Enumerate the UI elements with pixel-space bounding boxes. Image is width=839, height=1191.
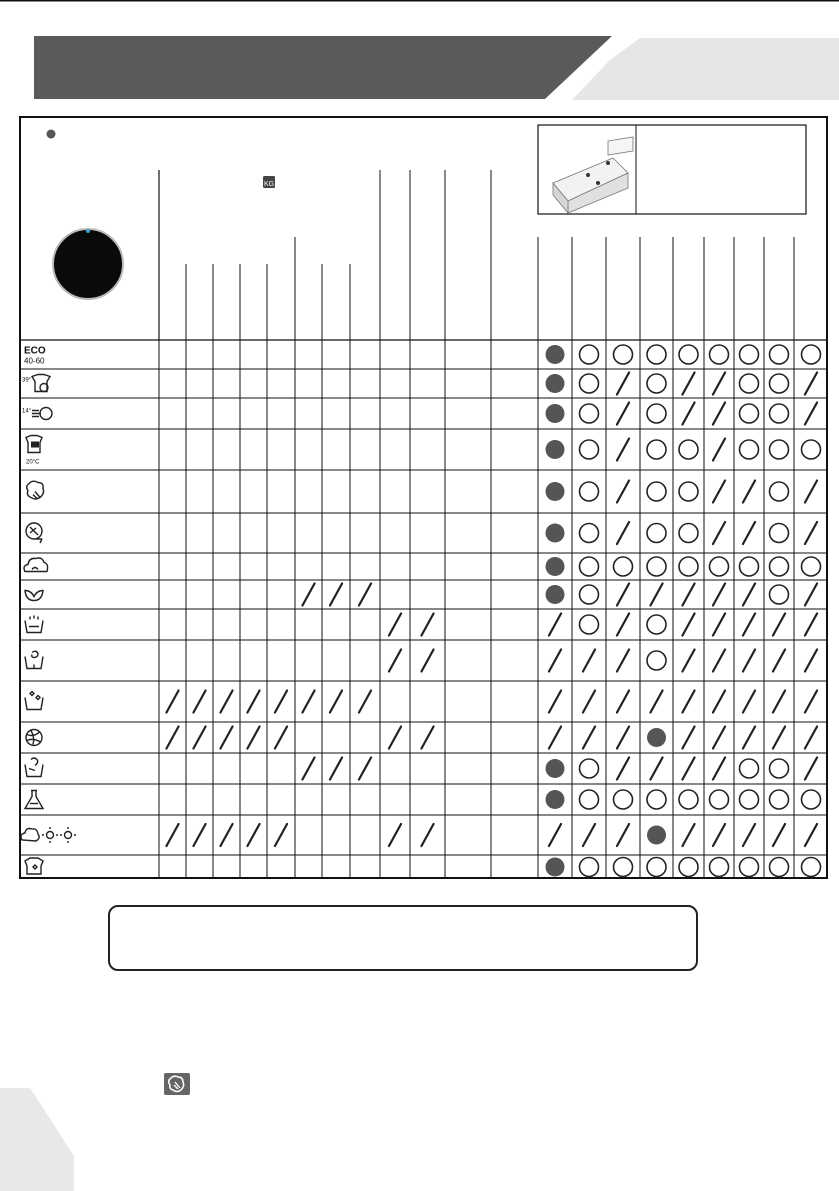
cell-slash-mark <box>805 758 817 780</box>
cell-circle-mark <box>710 790 729 809</box>
cell-slash-mark <box>713 727 725 749</box>
cell-circle-mark <box>580 585 599 604</box>
cell-circle-mark <box>802 345 821 364</box>
header-banner <box>0 0 839 110</box>
cell-slash-mark <box>617 439 629 461</box>
cell-slash-mark <box>743 584 755 606</box>
cell-slash-mark <box>805 584 817 606</box>
cell-slash-mark <box>421 614 433 636</box>
wool-ball-icon <box>26 730 42 746</box>
rinse-icon <box>25 616 43 633</box>
steam-sun-icon-part <box>47 832 54 839</box>
quick-14-icon <box>22 408 52 420</box>
programme-table <box>19 116 828 879</box>
cell-slash-mark <box>713 691 725 713</box>
cell-slash-mark <box>713 403 725 425</box>
cell-slash-mark <box>743 691 755 713</box>
cell-slash-mark <box>166 727 178 749</box>
cell-circle-mark <box>679 790 698 809</box>
cell-circle-mark <box>614 345 633 364</box>
cell-circle-mark <box>770 557 789 576</box>
cell-slash-mark <box>583 824 595 846</box>
cell-slash-mark <box>359 691 371 713</box>
cell-circle-mark <box>647 524 666 543</box>
cell-circle-mark <box>647 790 666 809</box>
cell-slash-mark <box>682 373 694 395</box>
cell-circle-mark <box>770 524 789 543</box>
cell-slash-mark <box>275 824 287 846</box>
cell-circle-mark <box>710 557 729 576</box>
cell-circle-mark <box>647 374 666 393</box>
cell-slash-mark <box>650 584 662 606</box>
cell-circle-mark <box>710 858 729 877</box>
cell-circle-mark <box>770 759 789 778</box>
cell-circle-mark <box>770 345 789 364</box>
eco-40-60-icon-part: ECO <box>24 345 46 357</box>
cell-slash-mark <box>713 758 725 780</box>
cell-slash-mark <box>617 758 629 780</box>
drawer-part <box>606 161 610 165</box>
cell-slash-mark <box>743 824 755 846</box>
cell-slash-mark <box>330 584 342 606</box>
cell-slash-mark <box>682 403 694 425</box>
synthetic-icon <box>26 523 42 543</box>
refresh-icon <box>25 858 43 874</box>
cell-slash-mark <box>805 403 817 425</box>
cell-filled-dot-mark <box>546 524 565 543</box>
cell-slash-mark <box>549 727 561 749</box>
steam-sun-icon <box>21 827 76 843</box>
quick-14-icon-part <box>40 408 52 420</box>
cell-slash-mark <box>650 758 662 780</box>
cell-slash-mark <box>583 727 595 749</box>
cell-slash-mark <box>549 650 561 672</box>
spin-drain-icon <box>25 651 43 668</box>
cell-slash-mark <box>713 481 725 503</box>
cell-slash-mark <box>193 824 205 846</box>
knob-indicator <box>86 229 90 233</box>
cell-slash-mark <box>330 758 342 780</box>
cell-circle-mark <box>770 790 789 809</box>
quick-14-icon-part: 14° <box>22 408 32 415</box>
rinse-icon-part <box>29 616 39 627</box>
wool-cloud-icon-part <box>32 568 38 570</box>
cotton-39-quick-icon-part: 39° <box>22 377 32 384</box>
cell-slash-mark <box>617 522 629 544</box>
cell-slash-mark <box>193 691 205 713</box>
cell-circle-mark <box>647 440 666 459</box>
cell-slash-mark <box>713 584 725 606</box>
steam-sun-icon-part <box>65 832 72 839</box>
cell-circle-mark <box>710 345 729 364</box>
cell-slash-mark <box>617 727 629 749</box>
cell-slash-mark <box>713 522 725 544</box>
cell-slash-mark <box>743 727 755 749</box>
cell-circle-mark <box>580 345 599 364</box>
cell-circle-mark <box>580 759 599 778</box>
cell-slash-mark <box>617 650 629 672</box>
cell-slash-mark <box>773 650 785 672</box>
cell-circle-mark <box>770 858 789 877</box>
cell-slash-mark <box>805 481 817 503</box>
cell-slash-mark <box>302 584 314 606</box>
drawer-part <box>596 181 600 185</box>
cell-slash-mark <box>549 614 561 636</box>
cell-slash-mark <box>275 691 287 713</box>
program-knob <box>53 229 123 299</box>
cell-circle-mark <box>740 374 759 393</box>
steam-sun-icon-part <box>60 827 76 843</box>
cell-circle-mark <box>614 858 633 877</box>
cell-slash-mark <box>713 824 725 846</box>
cell-circle-mark <box>740 404 759 423</box>
cell-slash-mark <box>549 824 561 846</box>
cell-slash-mark <box>805 614 817 636</box>
cell-slash-mark <box>220 824 232 846</box>
cell-filled-dot-mark <box>647 728 666 747</box>
cell-circle-mark <box>679 524 698 543</box>
cell-slash-mark <box>682 614 694 636</box>
note-text <box>110 907 696 935</box>
cell-circle-mark <box>580 404 599 423</box>
cell-circle-mark <box>740 790 759 809</box>
cell-filled-dot-mark <box>546 759 565 778</box>
cell-circle-mark <box>770 374 789 393</box>
cell-filled-dot-mark <box>546 440 565 459</box>
cell-circle-mark <box>802 557 821 576</box>
cell-slash-mark <box>617 824 629 846</box>
cell-circle-mark <box>580 440 599 459</box>
wool-cloud-icon <box>24 558 48 572</box>
eco-40-60-icon-part: 40-60 <box>24 356 45 366</box>
cell-circle-mark <box>647 482 666 501</box>
allergy-care-icon-part <box>25 791 43 809</box>
cell-slash-mark <box>682 650 694 672</box>
cell-circle-mark <box>647 615 666 634</box>
cell-circle-mark <box>740 557 759 576</box>
cell-slash-mark <box>220 691 232 713</box>
cell-slash-mark <box>389 614 401 636</box>
cell-filled-dot-mark <box>546 345 565 364</box>
cell-filled-dot-mark <box>647 826 666 845</box>
cell-slash-mark <box>682 691 694 713</box>
shirt-20c-icon <box>26 436 42 466</box>
cell-slash-mark <box>275 727 287 749</box>
cell-slash-mark <box>805 373 817 395</box>
cell-slash-mark <box>650 691 662 713</box>
steam-sun-icon-part <box>21 829 39 842</box>
cell-slash-mark <box>805 727 817 749</box>
hand-wash-icon-part <box>29 758 38 771</box>
cell-slash-mark <box>330 691 342 713</box>
cell-circle-mark <box>679 557 698 576</box>
cell-slash-mark <box>166 824 178 846</box>
cell-slash-mark <box>220 727 232 749</box>
cell-filled-dot-mark <box>546 858 565 877</box>
note-box <box>108 905 698 971</box>
mixed-icon <box>27 481 44 499</box>
cell-slash-mark <box>617 691 629 713</box>
legend-dot <box>47 130 56 139</box>
cell-slash-mark <box>713 614 725 636</box>
cell-slash-mark <box>743 481 755 503</box>
cell-circle-mark <box>802 790 821 809</box>
cell-circle-mark <box>580 557 599 576</box>
cell-slash-mark <box>617 373 629 395</box>
cell-filled-dot-mark <box>546 557 565 576</box>
cell-circle-mark <box>770 440 789 459</box>
cell-circle-mark <box>580 858 599 877</box>
cell-circle-mark <box>580 790 599 809</box>
shirt-20c-icon-part <box>31 442 39 448</box>
wool-cloud-icon-part <box>24 558 48 572</box>
cell-circle-mark <box>614 790 633 809</box>
cell-slash-mark <box>617 481 629 503</box>
cell-slash-mark <box>421 727 433 749</box>
cell-slash-mark <box>359 758 371 780</box>
cell-filled-dot-mark <box>546 585 565 604</box>
cell-circle-mark <box>647 345 666 364</box>
cell-slash-mark <box>359 584 371 606</box>
cell-circle-mark <box>580 374 599 393</box>
cell-slash-mark <box>247 691 259 713</box>
cell-slash-mark <box>193 727 205 749</box>
cell-slash-mark <box>389 727 401 749</box>
table-frame <box>20 117 827 878</box>
cell-slash-mark <box>247 824 259 846</box>
cell-slash-mark <box>583 691 595 713</box>
cell-slash-mark <box>682 584 694 606</box>
cell-circle-mark <box>770 404 789 423</box>
cell-circle-mark <box>647 557 666 576</box>
cell-slash-mark <box>549 691 561 713</box>
cell-circle-mark <box>770 585 789 604</box>
cell-slash-mark <box>773 614 785 636</box>
cell-circle-mark <box>580 524 599 543</box>
delicates-butterfly-icon <box>25 591 43 601</box>
banner-dark-shape <box>34 36 612 99</box>
eco-40-60-icon <box>24 346 46 366</box>
cell-filled-dot-mark <box>546 404 565 423</box>
cell-circle-mark <box>647 404 666 423</box>
cell-filled-dot-mark <box>546 482 565 501</box>
cell-slash-mark <box>805 522 817 544</box>
cell-slash-mark <box>713 650 725 672</box>
mixed-inline-icon <box>164 1073 190 1095</box>
cotton-39-quick-icon <box>22 375 50 392</box>
weight-kg-icon-label: KG <box>263 181 275 188</box>
cell-circle-mark <box>679 482 698 501</box>
cell-circle-mark <box>679 345 698 364</box>
cell-circle-mark <box>614 557 633 576</box>
cell-slash-mark <box>166 691 178 713</box>
shirt-20c-icon-part: 20°C <box>26 459 40 466</box>
cell-slash-mark <box>682 758 694 780</box>
cell-slash-mark <box>773 691 785 713</box>
cell-circle-mark <box>740 858 759 877</box>
cell-slash-mark <box>682 727 694 749</box>
cell-slash-mark <box>617 403 629 425</box>
cell-slash-mark <box>743 614 755 636</box>
cell-circle-mark <box>740 759 759 778</box>
cell-slash-mark <box>773 824 785 846</box>
cell-slash-mark <box>421 824 433 846</box>
cell-slash-mark <box>682 824 694 846</box>
cell-filled-dot-mark <box>546 790 565 809</box>
cell-slash-mark <box>743 522 755 544</box>
cell-slash-mark <box>805 650 817 672</box>
cell-slash-mark <box>805 824 817 846</box>
cell-slash-mark <box>713 439 725 461</box>
delicates-butterfly-icon-part <box>25 591 43 601</box>
drawer-part <box>586 173 590 177</box>
cell-slash-mark <box>617 584 629 606</box>
cell-slash-mark <box>302 691 314 713</box>
clean-drum-icon <box>25 692 43 710</box>
clean-drum-icon-part <box>25 698 43 710</box>
cell-circle-mark <box>647 651 666 670</box>
spin-drain-icon-part <box>32 651 38 668</box>
banner-light-shape <box>572 38 839 100</box>
cell-slash-mark <box>617 614 629 636</box>
wool-ball-icon-part <box>27 731 41 745</box>
cell-circle-mark <box>740 345 759 364</box>
cell-slash-mark <box>389 824 401 846</box>
hand-wash-icon <box>25 758 43 777</box>
cell-slash-mark <box>773 727 785 749</box>
cell-circle-mark <box>802 858 821 877</box>
cell-circle-mark <box>580 482 599 501</box>
cell-slash-mark <box>805 691 817 713</box>
clean-drum-icon-part <box>30 692 40 700</box>
cell-circle-mark <box>580 615 599 634</box>
cell-slash-mark <box>247 727 259 749</box>
cell-circle-mark <box>740 440 759 459</box>
cell-circle-mark <box>647 858 666 877</box>
cell-circle-mark <box>679 858 698 877</box>
allergy-care-icon <box>25 791 43 809</box>
cell-slash-mark <box>421 650 433 672</box>
cell-slash-mark <box>743 650 755 672</box>
cell-slash-mark <box>583 650 595 672</box>
cell-circle-mark <box>679 440 698 459</box>
cell-slash-mark <box>389 650 401 672</box>
cell-filled-dot-mark <box>546 374 565 393</box>
cell-slash-mark <box>713 373 725 395</box>
refresh-icon-part <box>33 865 37 869</box>
corner-decoration <box>0 1088 80 1191</box>
cell-circle-mark <box>802 440 821 459</box>
steam-sun-icon-part <box>42 827 58 843</box>
cell-slash-mark <box>302 758 314 780</box>
cell-circle-mark <box>770 482 789 501</box>
